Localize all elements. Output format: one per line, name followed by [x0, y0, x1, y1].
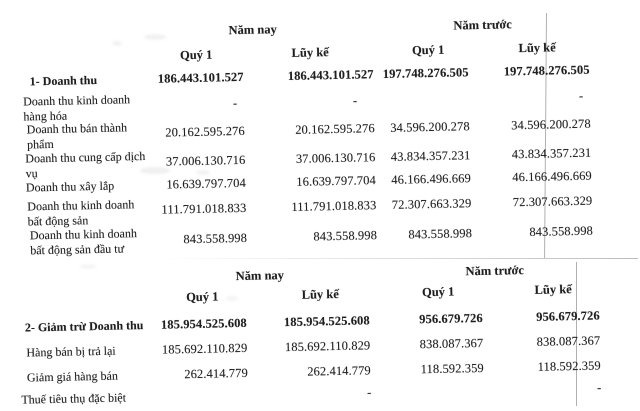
value-cell: 197.748.276.505 [503, 62, 590, 78]
row-label: Giảm giá hàng bán [26, 368, 119, 385]
row-label: Doanh thu kinh doanh bất động sản đầu tư [29, 226, 138, 257]
value-cell: 838.087.367 [419, 335, 484, 352]
value-cell: 956.679.726 [535, 308, 600, 324]
value-cell: 185.954.525.608 [160, 315, 247, 332]
value-cell: 111.791.018.833 [291, 198, 377, 214]
value-cell: 16.639.797.704 [166, 175, 247, 192]
value-cell: 20.162.595.276 [165, 123, 245, 140]
value-cell: 118.592.359 [537, 358, 601, 374]
col-header-quy-1-nam-truoc: Quý 1 [411, 42, 445, 58]
value-cell: 34.596.200.278 [511, 116, 591, 133]
value-cell: 838.087.367 [536, 333, 601, 349]
value-cell: - [596, 380, 602, 395]
value-cell: 34.596.200.278 [390, 119, 470, 135]
value-cell: 72.307.663.329 [391, 196, 472, 212]
value-cell: 186.443.101.527 [157, 69, 244, 86]
row-label: Doanh thu bán thành phẩm [26, 120, 128, 151]
value-cell: 843.558.998 [529, 223, 594, 239]
row-label: Doanh thu xây lắp [25, 178, 115, 195]
col-header-quy-1-nam-nay: Quý 1 [179, 47, 213, 63]
value-cell: 956.679.726 [419, 310, 483, 327]
value-cell: 262.414.779 [184, 365, 249, 382]
value-cell: 185.692.110.829 [161, 340, 248, 357]
value-cell: 111.791.018.833 [161, 200, 247, 217]
value-cell: 843.558.998 [313, 227, 378, 243]
group-header-nam-nay: Năm nay [235, 268, 285, 284]
value-cell: 72.307.663.329 [512, 193, 593, 210]
row-label: Doanh thu kinh doanh bất động sản [27, 197, 135, 228]
row-label: Doanh thu kinh doanh hàng hóa [22, 92, 131, 124]
value-cell: 43.834.357.231 [390, 148, 471, 164]
value-cell: 118.592.359 [420, 360, 484, 377]
value-cell: 46.166.496.669 [391, 171, 471, 187]
value-cell: 16.639.797.704 [296, 173, 377, 189]
value-cell: 20.162.595.276 [295, 121, 375, 137]
value-cell: 262.414.779 [307, 363, 371, 379]
col-header-quy-1-nam-truoc: Quý 1 [421, 284, 455, 300]
col-header-quy-1-nam-nay: Quý 1 [185, 289, 219, 305]
value-cell: 843.558.998 [408, 225, 473, 241]
col-header-luy-ke-nam-nay: Lũy kế [291, 45, 329, 60]
value-cell: 185.692.110.829 [284, 338, 371, 355]
value-cell: - [352, 93, 358, 108]
value-cell: 186.443.101.527 [287, 66, 374, 83]
row-label: Hàng bán bị trả lại [26, 343, 116, 360]
col-header-luy-ke-nam-nay: Lũy kế [301, 286, 339, 302]
row-label: 2- Giảm trừ Doanh thu [24, 318, 144, 335]
value-cell: 197.748.276.505 [382, 64, 469, 81]
value-cell: 43.834.357.231 [511, 145, 592, 162]
value-cell: 843.558.998 [183, 230, 248, 246]
col-header-luy-ke-nam-truoc: Lũy kế [518, 40, 556, 56]
col-header-luy-ke-nam-truoc: Lũy kế [534, 282, 572, 297]
value-cell: 37.006.130.716 [295, 150, 376, 166]
value-cell: 37.006.130.716 [165, 152, 246, 169]
row-label: Thuế tiêu thụ đặc biệt [21, 390, 127, 407]
group-header-nam-nay: Năm nay [228, 22, 277, 38]
value-cell: - [232, 96, 238, 111]
value-cell: - [366, 385, 372, 400]
value-cell: - [578, 88, 584, 103]
row-label: Doanh thu cung cấp dịch vụ [25, 148, 146, 180]
value-cell: 46.166.496.669 [512, 168, 592, 185]
row-label: 1- Doanh thu [29, 72, 98, 89]
value-cell: 185.954.525.608 [283, 313, 370, 330]
group-header-nam-truoc: Năm trước [465, 263, 525, 279]
group-header-nam-truoc: Năm trước [453, 17, 513, 33]
